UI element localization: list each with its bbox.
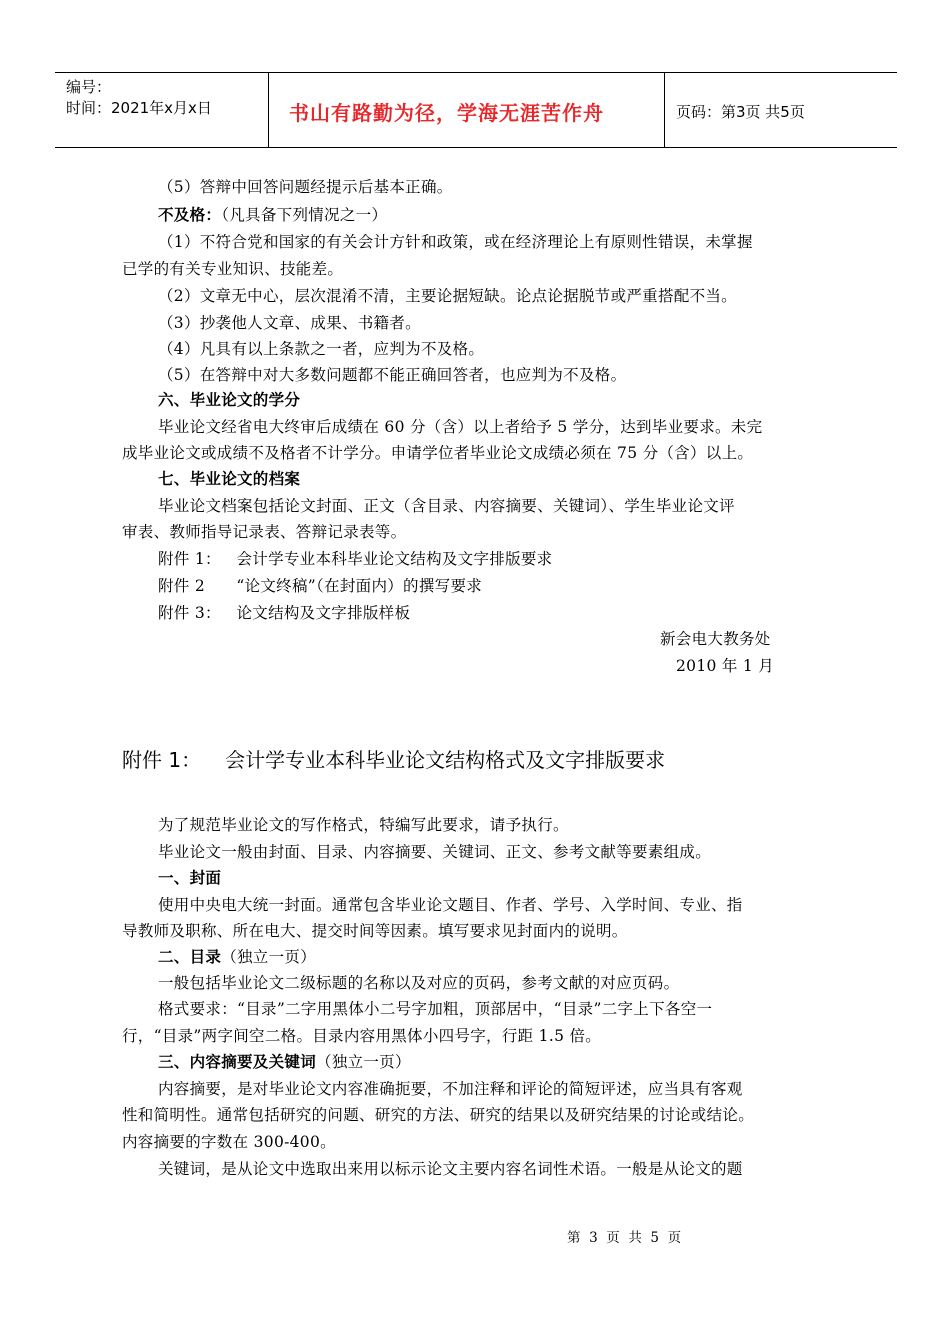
paragraph: 性和简明性。通常包括研究的问题、研究的方法、研究的结果以及研究结果的讨论或结论。 xyxy=(122,1106,755,1124)
appendix-heading-2: 二、目录 xyxy=(158,948,222,966)
paragraph: （3）抄袭他人文章、成果、书籍者。 xyxy=(158,314,421,332)
paragraph: 为了规范毕业论文的写作格式，特编写此要求，请予执行。 xyxy=(158,816,569,834)
paragraph: （5）答辩中回答问题经提示后基本正确。 xyxy=(158,178,453,196)
attachment-1: 附件 1： 会计学专业本科毕业论文结构及文字排版要求 xyxy=(158,550,553,568)
header-divider-2 xyxy=(664,72,665,147)
paragraph: 内容摘要的字数在 300-400。 xyxy=(122,1133,336,1151)
header-bottom-rule xyxy=(55,147,897,148)
paragraph: 毕业论文档案包括论文封面、正文（含目录、内容摘要、关键词）、学生毕业论文评 xyxy=(158,497,735,515)
paragraph: 毕业论文经省电大终审后成绩在 60 分（含）以上者给予 5 学分，达到毕业要求。未完 xyxy=(158,418,763,436)
section-heading-6: 六、毕业论文的学分 xyxy=(158,391,301,409)
paragraph: 成毕业论文或成绩不及格者不计学分。申请学位者毕业论文成绩必须在 75 分（含）以上。 xyxy=(122,444,754,462)
paragraph: （2）文章无中心，层次混淆不清，主要论据短缺。论点论据脱节或严重搭配不当。 xyxy=(158,287,737,305)
attachment-2: 附件 2 “论文终稿”（在封面内）的撰写要求 xyxy=(158,577,483,595)
appendix-title-line xyxy=(122,744,665,773)
signature-org: 新会电大教务处 xyxy=(660,630,771,648)
section-heading-7: 七、毕业论文的档案 xyxy=(158,470,301,488)
header-divider-1 xyxy=(268,72,269,147)
paragraph: 一般包括毕业论文二级标题的名称以及对应的页码，参考文献的对应页码。 xyxy=(158,974,680,992)
appendix-prefix: 附件 1： xyxy=(122,748,202,772)
fail-heading: 不及格： xyxy=(158,206,222,224)
fail-heading-note: （凡具备下列情况之一） xyxy=(221,206,388,224)
paragraph: 审表、教师指导记录表、答辩记录表等。 xyxy=(122,523,407,541)
appendix-heading-2-note: （独立一页） xyxy=(221,948,317,966)
header-number-label: 编号： xyxy=(66,78,112,96)
signature-date: 2010 年 1 月 xyxy=(676,657,775,675)
appendix-heading-2-line xyxy=(158,945,316,967)
header-top-rule xyxy=(55,72,897,73)
page-footer: 第 3 页 共 5 页 xyxy=(567,1230,682,1246)
paragraph: （1）不符合党和国家的有关会计方针和政策，或在经济理论上有原则性错误，未掌握 xyxy=(158,233,753,251)
paragraph: （4）凡具有以上条款之一者，应判为不及格。 xyxy=(158,340,485,358)
paragraph: 内容摘要，是对毕业论文内容准确扼要，不加注释和评论的简短评述，应当具有客观 xyxy=(158,1080,743,1098)
appendix-title: 会计学专业本科毕业论文结构格式及文字排版要求 xyxy=(225,748,666,772)
header-time-label: 时间：2021年x月x日 xyxy=(66,99,212,117)
paragraph: 毕业论文一般由封面、目录、内容摘要、关键词、正文、参考文献等要素组成。 xyxy=(158,843,712,861)
paragraph: 关键词，是从论文中选取出来用以标示论文主要内容名词性术语。一般是从论文的题 xyxy=(158,1160,743,1178)
fail-heading-line xyxy=(158,203,387,225)
header-page-info: 页码：第3页 共5页 xyxy=(676,103,805,121)
paragraph: 使用中央电大统一封面。通常包含毕业论文题目、作者、学号、入学时间、专业、指 xyxy=(158,896,743,914)
appendix-heading-3-line xyxy=(158,1050,411,1072)
appendix-heading-3-note: （独立一页） xyxy=(316,1053,411,1071)
appendix-heading-3: 三、内容摘要及关键词 xyxy=(158,1053,317,1071)
attachment-3: 附件 3： 论文结构及文字排版样板 xyxy=(158,604,411,622)
paragraph: 格式要求：“目录”二字用黑体小二号字加粗，顶部居中，“目录”二字上下各空一 xyxy=(158,1000,713,1018)
header-motto: 书山有路勤为径，学海无涯苦作舟 xyxy=(289,101,604,125)
paragraph: 已学的有关专业知识、技能差。 xyxy=(122,260,344,278)
paragraph: 导教师及职称、所在电大、提交时间等因素。填写要求见封面内的说明。 xyxy=(122,922,628,940)
paragraph: 行，“目录”两字间空二格。目录内容用黑体小四号字，行距 1.5 倍。 xyxy=(122,1027,602,1045)
paragraph: （5）在答辩中对大多数问题都不能正确回答者，也应判为不及格。 xyxy=(158,366,627,384)
appendix-heading-1: 一、封面 xyxy=(158,869,222,887)
